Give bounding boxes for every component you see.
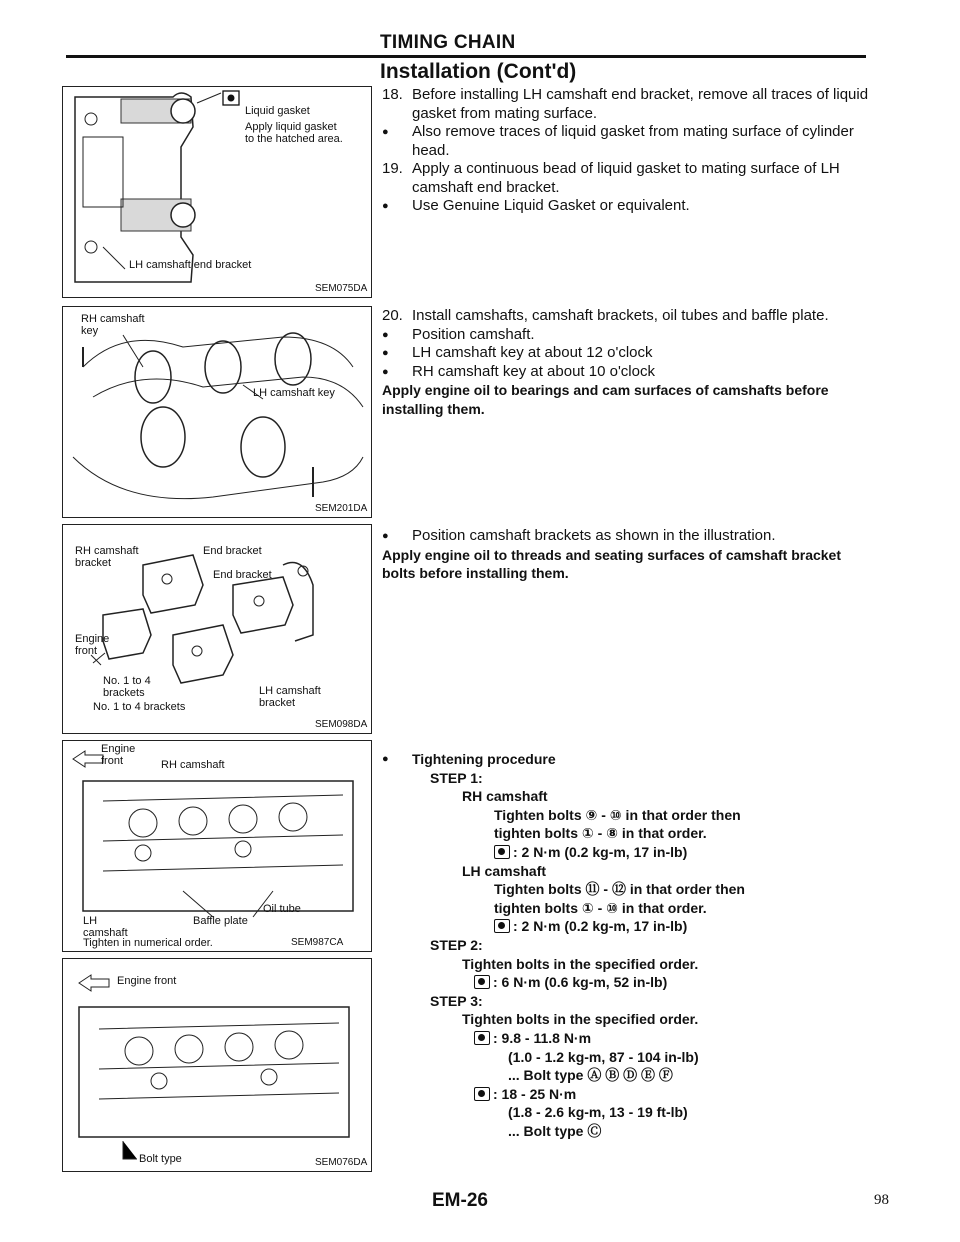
oil-note: Apply engine oil to bearings and cam surfaces of camshafts before installing them.: [382, 382, 829, 417]
bullet-item: ● LH camshaft key at about 12 o'clock: [382, 344, 872, 363]
oil-note: Apply engine oil to threads and seating surfaces of camshaft bracket bolts before installing them.: [382, 546, 842, 581]
section-subtitle: Installation (Cont'd): [380, 60, 577, 83]
figure-label: Tighten in numerical order.: [83, 937, 213, 949]
procedure-heading: ● Tightening procedure: [382, 750, 872, 769]
figure-label: front: [75, 645, 98, 657]
bolt-type-line: ... Bolt type Ⓒ: [508, 1122, 602, 1139]
figure-label: Apply liquid gasket: [245, 121, 337, 133]
step-label: STEP 3:: [430, 992, 483, 1009]
figure-camshaft-keys: [62, 306, 372, 518]
bolt-type-drawing: [63, 959, 371, 1171]
figure-label: No. 1 to 4 brackets: [93, 701, 186, 713]
instruction-line: Tighten bolts in the specified order.: [462, 955, 699, 972]
steps-block-20: [382, 307, 872, 418]
header-rule: [66, 55, 866, 58]
figure-code: SEM987CA: [291, 937, 344, 948]
figure-label: Engine front: [117, 975, 177, 987]
torque-spec: : 2 N·m (0.2 kg-m, 17 in-lb): [382, 843, 872, 862]
torque-spec: : 2 N·m (0.2 kg-m, 17 in-lb): [382, 917, 872, 936]
torque-wrench-icon: [474, 975, 490, 989]
figure-label: Baffle plate: [193, 915, 248, 927]
camshaft-label: RH camshaft: [462, 788, 548, 805]
figure-label: RH camshaft: [161, 759, 225, 771]
step-item: 18. Before installing LH camshaft end bracket, remove all traces of liquid gasket from mating surface.: [382, 86, 869, 122]
bullet-item: ● Position camshaft brackets as shown in the illustration.: [382, 527, 872, 546]
torque-wrench-icon: [474, 1087, 490, 1101]
camshaft-drawing: [63, 307, 371, 517]
figure-label: Liquid gasket: [245, 105, 310, 117]
figure-label: End bracket: [203, 545, 262, 557]
figure-label: bracket: [75, 557, 112, 569]
tightening-procedure: [382, 750, 872, 1140]
instruction-line: Tighten bolts in the specified order.: [462, 1011, 699, 1028]
figure-label: LH camshaft: [259, 685, 321, 697]
torque-spec: : 9.8 - 11.8 N·m: [382, 1029, 872, 1048]
figure-label: Engine: [75, 633, 110, 645]
page-title: TIMING CHAIN: [380, 32, 516, 53]
step-item: 19. Apply a continuous bead of liquid gasket to mating surface of LH camshaft end bracket.: [382, 160, 840, 196]
page-number: 98: [874, 1192, 889, 1208]
instruction-line: Tighten bolts ⑪ - ⑫ in that order then: [494, 881, 745, 898]
figure-label: key: [81, 325, 99, 337]
section-page-code: EM-26: [432, 1190, 488, 1211]
torque-wrench-icon: [494, 845, 510, 859]
figure-bolt-type: [62, 958, 372, 1172]
figure-label: LH camshaft key: [253, 387, 335, 399]
figure-label: End bracket: [213, 569, 272, 581]
figure-label: LH camshaft end bracket: [129, 259, 252, 271]
figure-label: brackets: [103, 687, 145, 699]
step-item: 20. Install camshafts, camshaft brackets, oil tubes and baffle plate.: [382, 307, 829, 324]
torque-spec-detail: (1.8 - 2.6 kg-m, 13 - 19 ft-lb): [508, 1104, 688, 1121]
instruction-line: tighten bolts ① - ⑧ in that order.: [494, 825, 707, 842]
figure-label: RH camshaft: [75, 545, 139, 557]
figure-liquid-gasket: [62, 86, 372, 298]
bullet-item: ● Use Genuine Liquid Gasket or equivalent.: [382, 197, 872, 216]
bullet-item: ● RH camshaft key at about 10 o'clock: [382, 363, 872, 382]
camshaft-label: LH camshaft: [462, 862, 547, 879]
figure-label: No. 1 to 4: [103, 675, 151, 687]
figure-label: to the hatched area.: [245, 133, 343, 145]
figure-code: SEM075DA: [315, 283, 368, 294]
figure-code: SEM098DA: [315, 719, 368, 730]
torque-wrench-icon: [474, 1031, 490, 1045]
figure-label: front: [101, 755, 124, 767]
figure-label: camshaft: [83, 927, 128, 939]
figure-tightening-order: [62, 740, 372, 952]
figure-code: SEM201DA: [315, 503, 368, 514]
torque-wrench-icon: [494, 919, 510, 933]
instruction-line: tighten bolts ① - ⑩ in that order.: [494, 899, 707, 916]
step-label: STEP 1:: [430, 769, 483, 786]
bolt-type-line: ... Bolt type Ⓐ Ⓑ Ⓓ Ⓔ Ⓕ: [508, 1067, 673, 1084]
step-label: STEP 2:: [430, 936, 483, 953]
figure-code: SEM076DA: [315, 1157, 368, 1168]
bracket-position-block: [382, 527, 872, 583]
torque-spec: : 18 - 25 N·m: [382, 1085, 872, 1104]
bullet-item: ● Also remove traces of liquid gasket from mating surface of cylinder head.: [382, 123, 872, 160]
figure-camshaft-brackets: [62, 524, 372, 734]
torque-spec-detail: (1.0 - 1.2 kg-m, 87 - 104 in-lb): [508, 1048, 699, 1065]
figure-label: LH: [83, 915, 98, 927]
figure-label: Bolt type: [139, 1153, 182, 1165]
bullet-item: ● Position camshaft.: [382, 326, 872, 345]
steps-block-18-19: [382, 86, 872, 216]
figure-label: bracket: [259, 697, 296, 709]
figure-label: Oil tube: [263, 903, 301, 915]
torque-spec: : 6 N·m (0.6 kg-m, 52 in-lb): [382, 973, 872, 992]
figure-label: Engine: [101, 743, 136, 755]
instruction-line: Tighten bolts ⑨ - ⑩ in that order then: [494, 806, 741, 823]
figure-label: RH camshaft: [81, 313, 145, 325]
